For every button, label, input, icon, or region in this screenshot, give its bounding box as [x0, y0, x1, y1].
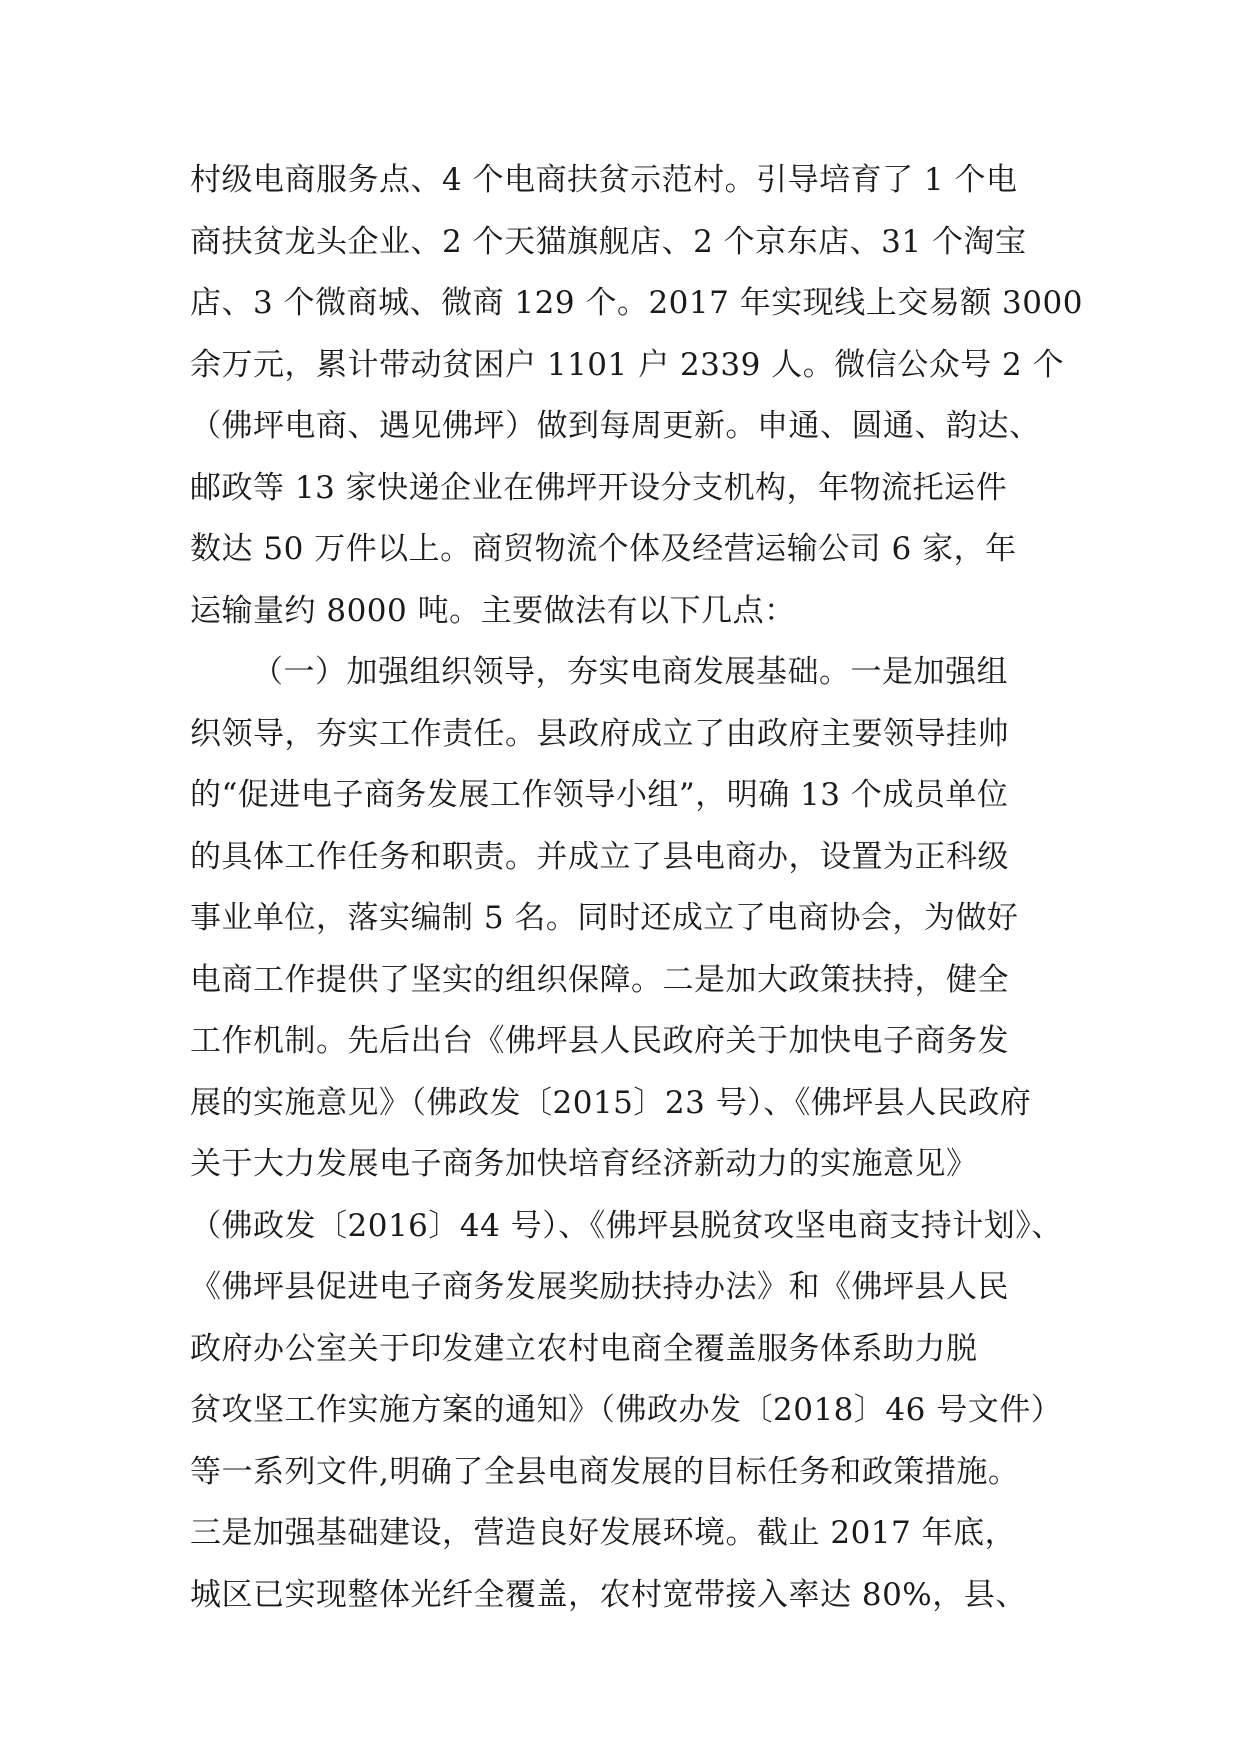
- text-line: 村级电商服务点、4 个电商扶贫示范村。引导培育了 1 个电: [190, 162, 1018, 198]
- text-line: 商扶贫龙头企业、2 个天猫旗舰店、2 个京东店、31 个淘宝: [190, 223, 1027, 260]
- text-line: 的“促进电子商务发展工作领导小组”，明确 13 个成员单位: [190, 777, 1009, 813]
- text-line: 织领导，夯实工作责任。县政府成立了由政府主要领导挂帅: [190, 715, 1009, 752]
- text-line: 等一系列文件,明确了全县电商发展的目标任务和政策措施。: [190, 1453, 1020, 1490]
- text-line: 政府办公室关于印发建立农村电商全覆盖服务体系助力脱: [190, 1330, 978, 1367]
- text-line: 数达 50 万件以上。商贸物流个体及经营运输公司 6 家，年: [190, 531, 1017, 567]
- text-line: 城区已实现整体光纤全覆盖，农村宽带接入率达 80%，县、: [190, 1576, 1027, 1613]
- text-line: 邮政等 13 家快递企业在佛坪开设分支机构，年物流托运件: [190, 469, 1008, 506]
- text-line: 余万元，累计带动贫困户 1101 户 2339 人。微信公众号 2 个: [190, 346, 1065, 383]
- text-line: 运输量约 8000 吨。主要做法有以下几点：: [190, 592, 796, 629]
- body-text: [190, 150, 1083, 1626]
- text-line: 展的实施意见》（佛政发〔2015〕23 号）、《佛坪县人民政府: [190, 1084, 1032, 1121]
- text-line: 店、3 个微商城、微商 129 个。2017 年实现线上交易额 3000: [190, 285, 1083, 321]
- text-line: 三是加强基础建设，营造良好发展环境。截止 2017 年底，: [190, 1515, 1017, 1551]
- text-line: 关于大力发展电子商务加快培育经济新动力的实施意见》: [190, 1146, 978, 1182]
- text-line: （佛坪电商、遇见佛坪）做到每周更新。申通、圆通、韵达、: [190, 408, 1041, 444]
- text-line: 贫攻坚工作实施方案的通知》（佛政办发〔2018〕46 号文件）: [190, 1392, 1063, 1428]
- text-line: （佛政发〔2016〕44 号）、《佛坪县脱贫攻坚电商支持计划》、: [190, 1207, 1063, 1244]
- text-line: 电商工作提供了坚实的组织保障。二是加大政策扶持，健全: [190, 961, 1009, 998]
- text-line: 《佛坪县促进电子商务发展奖励扶持办法》和《佛坪县人民: [190, 1269, 1009, 1305]
- text-line: 的具体工作任务和职责。并成立了县电商办，设置为正科级: [190, 838, 1009, 875]
- text-line: 工作机制。先后出台《佛坪县人民政府关于加快电子商务发: [190, 1023, 1009, 1059]
- section-heading-line: （一）加强组织领导，夯实电商发展基础。一是加强组: [252, 654, 1008, 690]
- text-line: 事业单位，落实编制 5 名。同时还成立了电商协会，为做好: [190, 900, 1019, 936]
